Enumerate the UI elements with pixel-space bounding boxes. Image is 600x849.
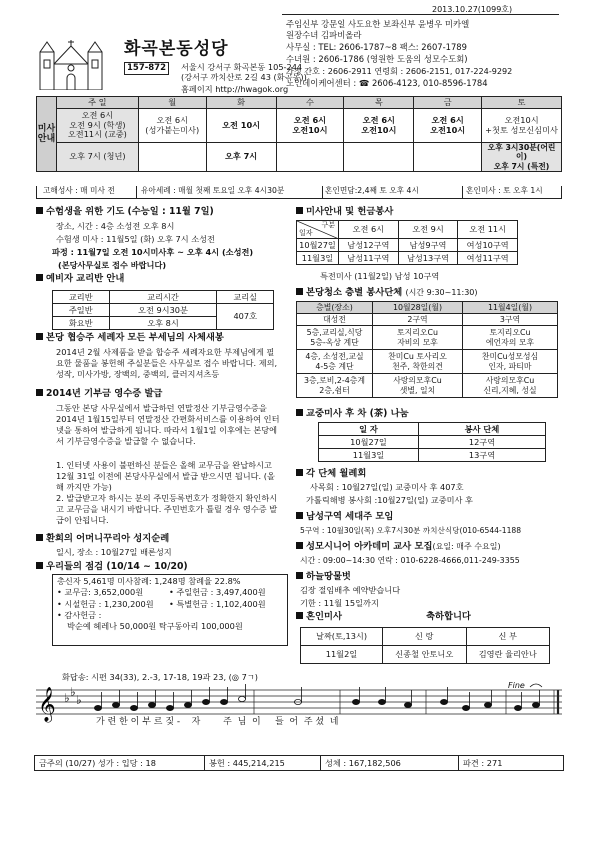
church-logo: [36, 38, 106, 90]
svg-text:♭: ♭: [70, 685, 76, 699]
mens-district-title: 남성구역 세대주 모임: [296, 511, 393, 523]
square-bullet-icon: [296, 288, 303, 295]
mass-side-label: 미사안내: [37, 97, 57, 172]
infant-baptism-info: 유아세례 : 매월 첫째 토요일 오후 4시30분: [137, 186, 323, 198]
group-meeting-title: 각 단체 월례회: [296, 468, 366, 480]
confession-info: 고해성사 : 매 미사 전: [37, 186, 137, 198]
postal-code: 157-872: [124, 62, 169, 75]
exam-place: 장소, 시간 : 4층 소성전 오후 8시: [56, 221, 175, 231]
finance-bar: [34, 755, 564, 771]
receipt-title: 2014년 기부금 영수증 발급: [36, 388, 162, 400]
offering-service-table: 구분 일자 오전 6시 오전 9시 오전 11시 10월27일 남성12구역 남성9구역 여성10구역 11월3일 남성11구역 남성13구역 여성11구역: [296, 220, 518, 265]
address-line-2: (강서구 까치산로 2길 43 (화곡동)): [181, 72, 307, 82]
address-line-1: 서울시 강서구 화곡본동 105-244: [181, 62, 303, 72]
church-name: 화곡본동성당: [124, 39, 229, 59]
square-bullet-icon: [36, 534, 43, 541]
day-friday: 금: [414, 97, 482, 109]
friday-masses: 오전 6시 오전10시: [414, 109, 482, 143]
square-bullet-icon: [296, 542, 303, 549]
day-monday: 월: [138, 97, 206, 109]
wedding-congrats: 축하합니다: [426, 611, 471, 622]
pilgrimage-title: 환희의 어머니꾸리아 성지순례: [36, 533, 169, 545]
sunday-offering: • 주일헌금 : 3,497,400원: [169, 587, 266, 598]
sunday-masses: 오전 6시 오전 9시 (학생) 오전11시 (교중): [56, 109, 138, 143]
catechism-title: 예비자 교리반 안내: [36, 273, 124, 285]
day-thursday: 목: [344, 97, 414, 109]
responsorial-psalm-title: 화답송: 시편 34(33), 2.-3, 17-18, 19과 23, (◎ 7ㄱ): [62, 672, 258, 682]
wedding-table: 날짜(토,13시) 신 랑 신 부 11월2일 신종철 안토니오 김영란 율리안나: [300, 627, 550, 664]
exam-mass: 수험생 미사 : 11월5일 (화) 오후 7시 소성전: [56, 234, 215, 244]
farm-line-1: 김장 절임배추 예약받습니다: [300, 585, 401, 595]
wednesday-masses: 오전 6시 오전10시: [276, 109, 344, 143]
exam-apply: (본당사무실로 접수 바랍니다): [58, 260, 167, 270]
mass-footer: [36, 186, 562, 199]
mass-schedule-table: [36, 96, 562, 172]
header-divider: [282, 14, 559, 15]
tea-sharing-table: 일 자 봉사 단체 10월27일 12구역 11월3일 13구역: [318, 422, 546, 462]
pastoral-council-meeting: 사목회 : 10월27일(일) 교중미사 후 407호: [310, 482, 464, 492]
wedding-title: 혼인미사: [296, 611, 342, 623]
day-wednesday: 수: [276, 97, 344, 109]
cleaning-table: 층별(장소) 10월28일(월) 11월4일(월) 대성전 2구역 3구역 5층,교리실,식당 5층-옥상 계단 토지리오Cu 자비의 모후 토지리오Cu 에언자의 모후 4층, 소성전,교실 4-5층 계단 찬미Cu 토사리오 천주, 착한의견 찬미Cu성모성심 인자, 파티마 3층,로비,2-4층계 2층,쉼터 사랑의모후Cu 샛별, 일치 사랑의모후Cu 신리,지혜, 성실: [296, 301, 558, 398]
square-bullet-icon: [296, 207, 303, 214]
svg-text:♭: ♭: [64, 691, 70, 705]
special-offering: • 특별헌금 : 1,102,400원: [169, 598, 266, 609]
saturday-evening-mass: 오후 3시30분(어린이) 오후 7시 (특전): [482, 143, 562, 172]
square-bullet-icon: [296, 612, 303, 619]
square-bullet-icon: [36, 562, 43, 569]
hymn-fine-mark: Fine: [508, 681, 525, 690]
hymn-numbers: 금주의 (10/27) 성가 : 입당 : 18: [35, 756, 205, 770]
table-corner-cell: 구분 일자: [297, 221, 339, 239]
tuesday-masses: 오전 10시: [206, 109, 276, 143]
staff-line-1: 주임신부 강문일 사도요한 보좌신부 윤병우 미카엘: [286, 19, 470, 29]
offering-total: 봉헌 : 445,214,215: [205, 756, 321, 770]
receipt-item-1: 1. 인터넷 사용이 불편하신 분들은 올해 교무금을 완납하시고 12월 31일 이전에 본당사무실에서 발급 받으시면 됩니다. (올해 까지만 가능): [56, 460, 275, 493]
hymn-lyrics: 가 련 한 이 부 르 짖 - 자 주 님 이 들 어 주 셨 네: [96, 717, 339, 727]
catechism-table: 교리반 교리시간 교리실 주일반 오전 9시30분 407호 화요반 오후 8시: [52, 290, 274, 330]
tithe-amount: • 교무금: 3,652,000원: [57, 587, 144, 598]
exam-closing: 파정 : 11월7일 오전 10시미사후 ~ 오후 4시 (소성전): [52, 247, 254, 257]
thursday-masses: 오전 6시 오전10시: [344, 109, 414, 143]
family-care-contact: 가정 간호 : 2606-2911 연령회 : 2606-2151, 017-224-9292: [286, 66, 513, 76]
exam-prayer-title: 수험생을 위한 기도 (수능일 : 11월 7일): [36, 206, 214, 218]
marriage-interview-info: 혼인면담:2,4째 토 오후 4시: [323, 186, 463, 198]
senior-center-contact: 노인데이케어센터 : ☎ 2606-4123, 010-8596-1784: [286, 78, 488, 88]
bulletin-date: 2013.10.27(1099호): [432, 5, 513, 14]
monday-masses: 오전 6시 (성가붙는미사): [138, 109, 206, 143]
inspection-title: 우리들의 점검 (10/14 ~ 10/20): [36, 561, 188, 573]
svg-text:𝄞: 𝄞: [38, 687, 56, 722]
square-bullet-icon: [296, 512, 303, 519]
square-bullet-icon: [296, 572, 303, 579]
attendance-summary: 총신자 5,461명 미사참례: 1,248명 참례율 22.8%: [57, 576, 241, 586]
receipt-intro: 그동안 본당 사무실에서 발급하던 연말정산 기부금영수증을 2014년 1월15일부터 연말정산 간편화서비스를 이용하여 인터넷을 통하여 발급하게 됩니다. 따라서 1월1일 이후에는 본당에서 기부금영수증을 발급할 수 없습니다.: [56, 403, 280, 447]
svg-text:♭: ♭: [76, 693, 82, 707]
saturday-masses: 오전10시 +첫토 성모신심미사: [482, 109, 562, 143]
baptism-offering-title: 본당 협승주 세례자 모든 부세님의 사체새봉: [36, 332, 224, 344]
square-bullet-icon: [296, 469, 303, 476]
teacher-recruit-text: 시간 : 09:00~14:30 연락 : 010-6228-4666,011-249-3355: [300, 556, 520, 565]
tuesday-evening-mass: 오후 7시: [206, 143, 276, 172]
sunday-evening-mass: 오후 7시 (청년): [56, 143, 138, 172]
square-bullet-icon: [296, 409, 303, 416]
day-saturday: 토: [482, 97, 562, 109]
square-bullet-icon: [36, 274, 43, 281]
wedding-mass-info: 혼인미사 : 토 오후 1시: [466, 186, 543, 195]
staff-line-2: 원장수녀 김파비올라: [286, 30, 362, 40]
baptism-offering-text: 2014년 2월 사제품을 받을 합승주 세례자요한 부제님에게 필요한 물품을 봉헌해 주실분들은 사무실로 접수 바랍니다. 제의, 성작, 미사가방, 장백의, 중백의, 클러지셔츠등: [56, 347, 278, 379]
cleaning-title: 본당청소 층별 봉사단체 (시간 9:30~11:30): [296, 287, 478, 299]
office-contact: 사무실 : TEL: 2606-1787~8 팩스: 2607-1789: [286, 42, 467, 52]
mens-district-text: 5구역 : 10월30일(목) 오후7시30분 까치산식당(010-6544-1188: [300, 526, 522, 535]
convent-contact: 수녀원 : 2606-1786 (영원한 도움의 성모수도회): [286, 54, 468, 64]
homepage-link[interactable]: 홈페이지 http://hwagok.org: [181, 84, 289, 94]
farm-line-2: 기한 : 11월 15일까지: [300, 598, 379, 608]
thanks-offering-donors: 박순예 헤레나 50,000원 탁구동아리 100,000원: [67, 621, 243, 632]
square-bullet-icon: [36, 389, 43, 396]
day-sunday: 주 일: [56, 97, 138, 109]
facility-offering: • 시설헌금 : 1,230,200원: [57, 598, 154, 609]
eucharist-total: 성체 : 167,182,506: [321, 756, 459, 770]
receipt-item-2: 2. 발급받고자 하시는 분의 주민등록번호가 정확한지 확인하시고 교무금을 내시기 바랍니다. 주민번호가 틀릴 경우 영수증 발급이 안됩니다.: [56, 493, 278, 526]
square-bullet-icon: [36, 207, 43, 214]
dismissal-hymn: 파견 : 271: [463, 758, 503, 768]
tea-sharing-title: 교중미사 후 차 (茶) 나눔: [296, 408, 409, 420]
marine-group-meeting: 가톨릭해병 봉사회 :10월27일(일) 교중미사 후: [306, 495, 473, 505]
farm-title: 하늘땅물벗: [296, 571, 351, 583]
special-mass-duty: 특전미사 (11월2일) 남성 10구역: [320, 271, 440, 281]
pilgrimage-text: 일시, 장소 : 10월27일 배론성지: [56, 547, 172, 557]
teacher-recruit-title: 성모시니어 아카데미 교사 모집(요일: 매주 수요일): [296, 541, 501, 553]
square-bullet-icon: [36, 333, 43, 340]
thanks-offering: • 감사헌금 :: [57, 609, 102, 620]
inspection-box: [52, 574, 288, 646]
offering-service-title: 미사안내 및 헌금봉사: [296, 206, 393, 218]
day-tuesday: 화: [206, 97, 276, 109]
